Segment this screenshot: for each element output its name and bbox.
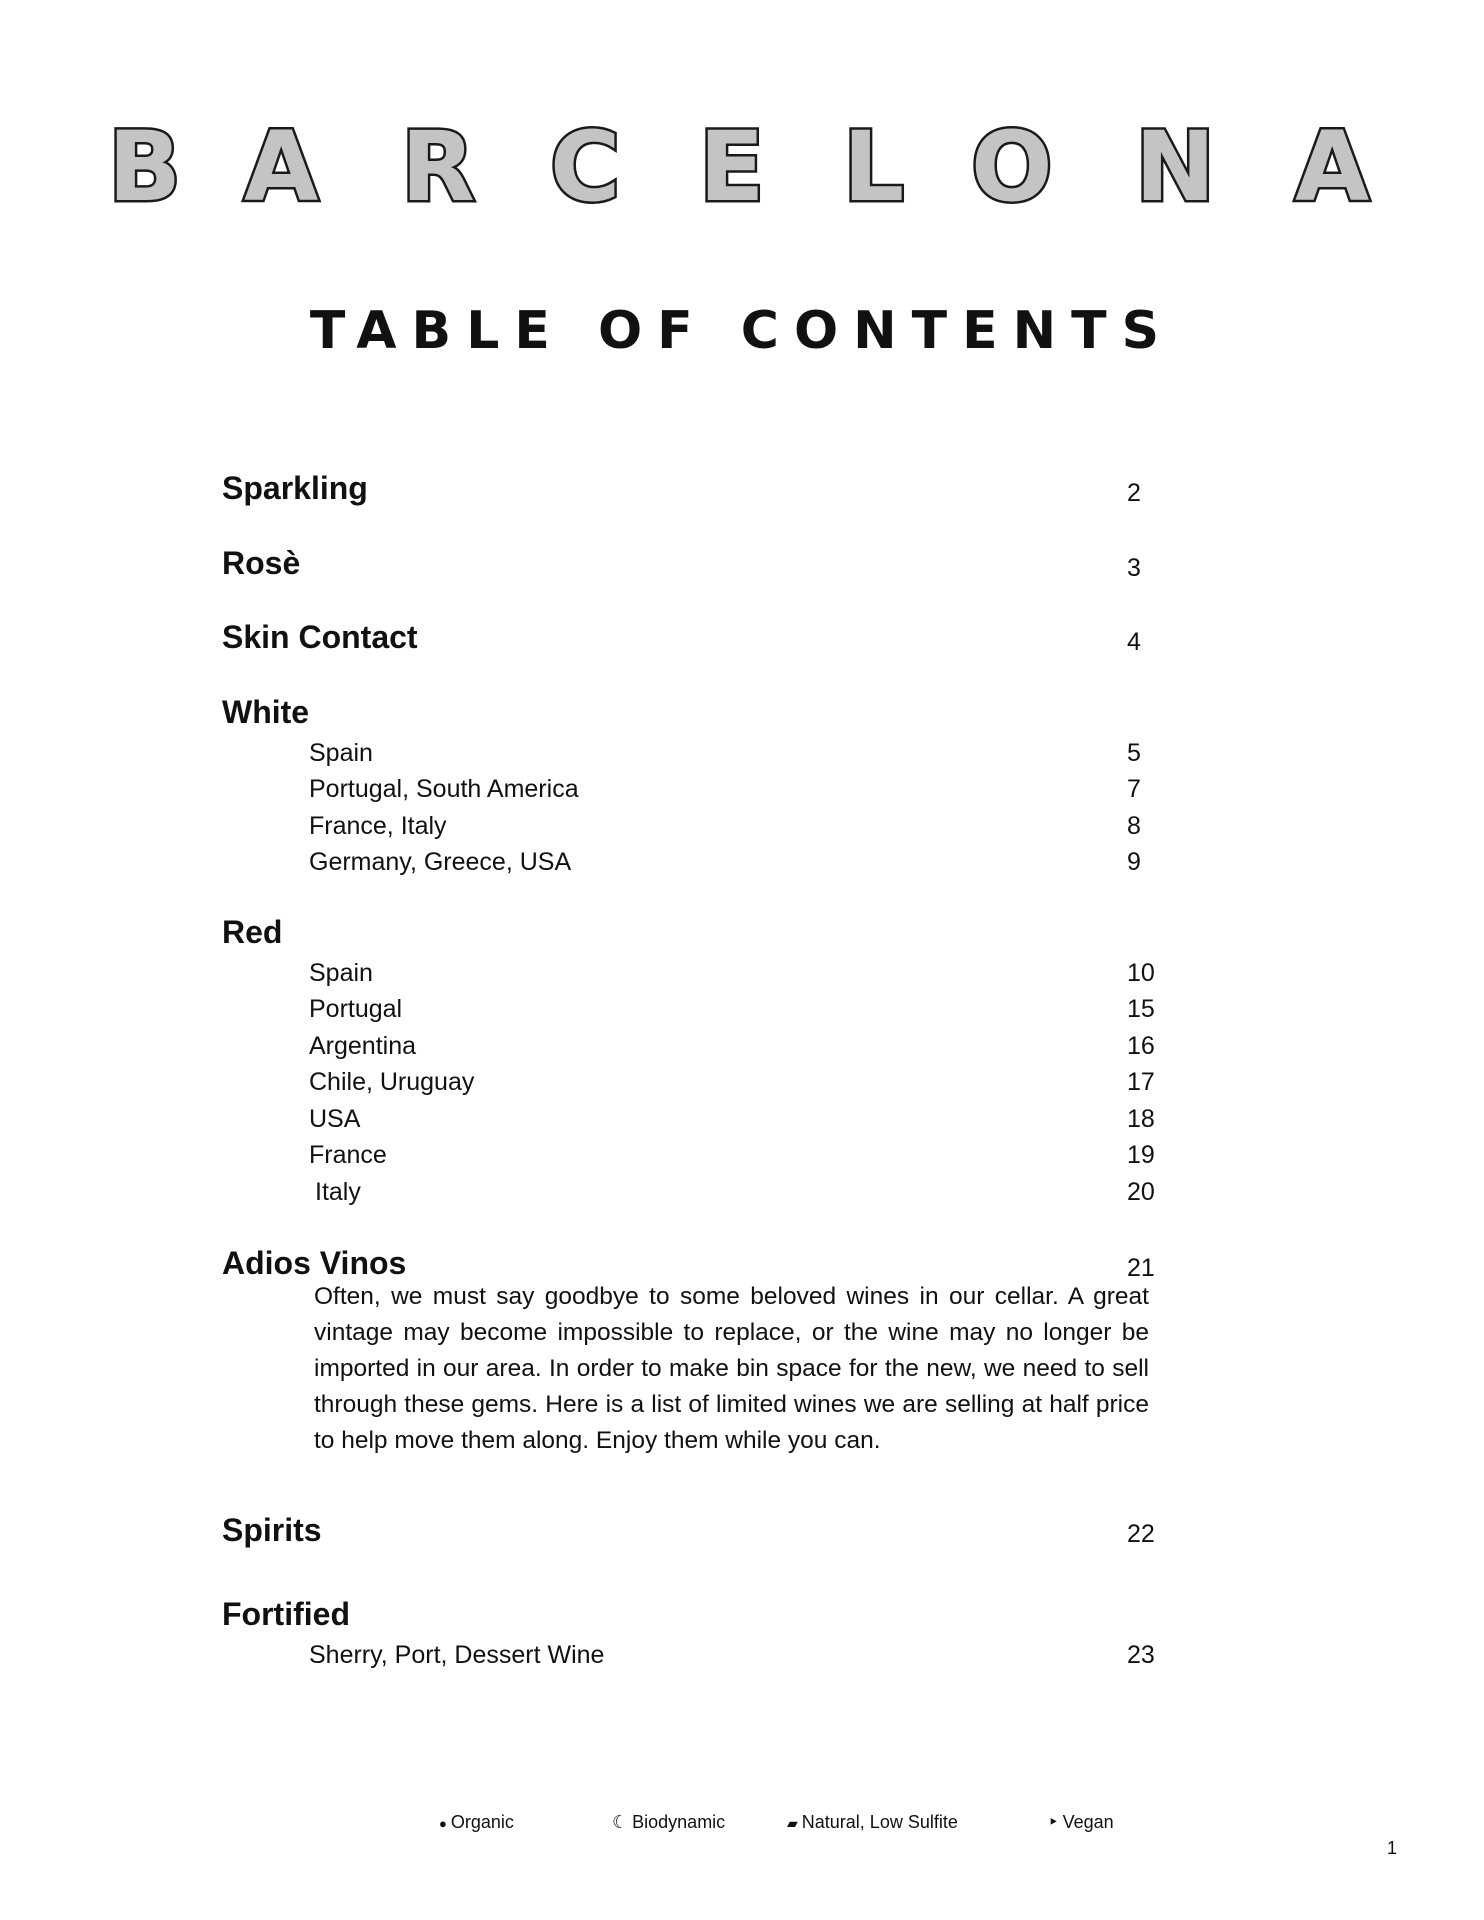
legend-organic xyxy=(439,1810,514,1836)
toc-subitem[interactable]: France xyxy=(309,1141,387,1169)
brand-letter: L xyxy=(843,111,905,223)
toc-page-number: 7 xyxy=(1127,775,1141,803)
brand-letter: C xyxy=(550,111,621,223)
toc-subitem[interactable]: Portugal xyxy=(309,995,403,1023)
toc-subitem[interactable]: France, Italy xyxy=(309,812,447,840)
toc-page-number: 15 xyxy=(1127,995,1155,1023)
brand-letter: O xyxy=(971,111,1053,223)
toc-subitem[interactable]: Chile, Uruguay xyxy=(309,1068,475,1096)
toc-page-number: 21 xyxy=(1127,1254,1155,1282)
legend-natural xyxy=(787,1810,958,1835)
natural-parallelogram-icon: ▰ xyxy=(787,1815,798,1831)
brand-letter: N xyxy=(1135,111,1216,223)
toc-subitem[interactable]: USA xyxy=(309,1105,361,1133)
toc-page-number: 19 xyxy=(1127,1141,1155,1169)
toc-page-number: 9 xyxy=(1127,848,1141,876)
toc-heading-sparkling[interactable]: Sparkling xyxy=(222,470,368,506)
toc-subitem[interactable]: Italy xyxy=(315,1178,361,1206)
toc-subitem[interactable]: Spain xyxy=(309,959,373,987)
brand-letter: A xyxy=(1295,111,1370,223)
legend-vegan xyxy=(1048,1810,1114,1834)
moon-icon: ☾ xyxy=(612,1812,629,1832)
toc-heading-adios-vinos[interactable]: Adios Vinos xyxy=(222,1245,407,1281)
toc-page-number: 8 xyxy=(1127,812,1141,840)
toc-heading-red[interactable]: Red xyxy=(222,914,283,950)
adios-vinos-description: Often, we must say goodbye to some beloved wines in our cellar. A great vintage may become impossible to replace, or the wine may no longer be imported in our area. In order to make bin space for the new, we need to sell through these gems. Here is a list of limited wines we are selling at half price to help move them along. Enjoy them while you can. xyxy=(314,1283,1149,1454)
toc-page-number: 17 xyxy=(1127,1068,1155,1096)
toc-page-number: 22 xyxy=(1127,1520,1155,1548)
toc-heading-white[interactable]: White xyxy=(222,694,310,730)
toc-subitem[interactable]: Germany, Greece, USA xyxy=(309,848,572,876)
brand-letter: R xyxy=(401,111,475,223)
vegan-triangle-icon: ‣ xyxy=(1048,1812,1059,1832)
toc-page-number: 18 xyxy=(1127,1105,1155,1133)
toc-page-number: 2 xyxy=(1127,479,1141,507)
toc-page-number: 3 xyxy=(1127,554,1141,582)
toc-page-number: 23 xyxy=(1127,1641,1155,1669)
page-number: 1 xyxy=(1387,1838,1398,1858)
toc-page-number: 10 xyxy=(1127,959,1155,987)
toc-page-number: 5 xyxy=(1127,739,1141,767)
brand-letter: E xyxy=(699,111,765,223)
toc-heading-rose[interactable]: Rosè xyxy=(222,545,301,581)
toc-subitem[interactable]: Argentina xyxy=(309,1032,417,1060)
toc-heading-skin-contact[interactable]: Skin Contact xyxy=(222,619,418,655)
brand-letter: A xyxy=(244,111,319,223)
legend-biodynamic xyxy=(612,1810,725,1834)
toc-subitem[interactable]: Sherry, Port, Dessert Wine xyxy=(309,1641,605,1669)
toc-heading-fortified[interactable]: Fortified xyxy=(222,1596,350,1632)
legend-label: Organic xyxy=(450,1812,514,1832)
toc-page-number: 16 xyxy=(1127,1032,1155,1060)
toc-page-number: 4 xyxy=(1127,628,1141,656)
legend-label: Vegan xyxy=(1062,1812,1114,1832)
toc-heading-spirits[interactable]: Spirits xyxy=(222,1512,322,1548)
brand-letter: B xyxy=(108,111,182,223)
organic-dot-icon: ● xyxy=(439,1816,447,1831)
toc-subitem[interactable]: Spain xyxy=(309,739,373,767)
legend-label: Natural, Low Sulfite xyxy=(801,1812,958,1832)
toc-page-number: 20 xyxy=(1127,1178,1155,1206)
toc-subitem[interactable]: Portugal, South America xyxy=(309,775,579,803)
legend-label: Biodynamic xyxy=(632,1812,726,1832)
page-title: TABLE OF CONTENTS xyxy=(309,301,1175,361)
brand-logo xyxy=(0,112,1484,222)
